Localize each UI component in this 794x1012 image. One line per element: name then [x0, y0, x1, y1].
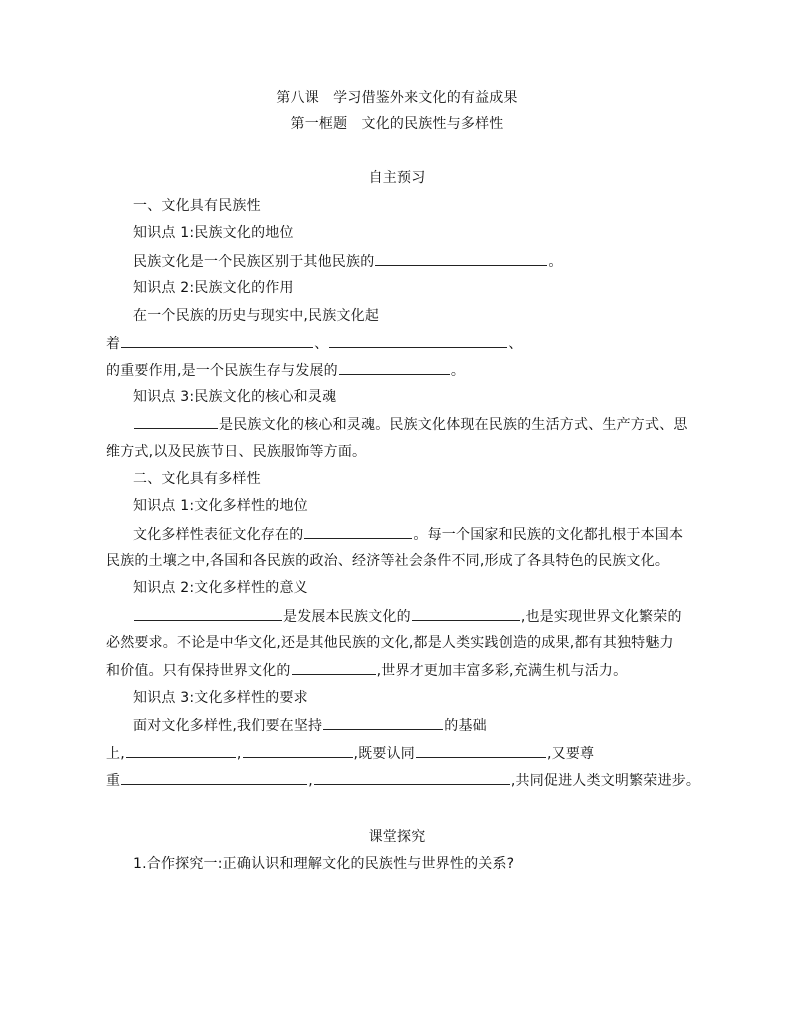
kp2-line2-b: 、 [314, 336, 329, 352]
kp2-title: 知识点 2:民族文化的作用 [133, 280, 294, 296]
kp5-line3-a: 和价值。只有保持世界文化的 [106, 663, 291, 679]
kp3-line2: 维方式,以及民族节日、民族服饰等方面。 [106, 444, 367, 460]
fill-blank[interactable] [339, 360, 450, 375]
kp4-line1 [133, 524, 683, 545]
fill-blank[interactable] [323, 715, 443, 730]
kp1-title: 知识点 1:民族文化的地位 [133, 225, 294, 241]
fill-blank[interactable] [304, 524, 412, 539]
fill-blank[interactable] [134, 606, 282, 621]
kp4-line1-b: 。每一个国家和民族的文化都扎根于本国本 [413, 527, 684, 543]
inquiry-question-1: 1.合作探究一:正确认识和理解文化的民族性与世界性的关系? [133, 856, 515, 872]
kp6-line1-b: 的基础 [444, 718, 487, 734]
fill-blank[interactable] [329, 333, 507, 348]
kp2-line2 [106, 333, 523, 354]
fill-blank[interactable] [375, 251, 547, 266]
part1-heading: 一、文化具有民族性 [133, 198, 261, 214]
kp2-line2-c: 、 [508, 336, 523, 352]
fill-blank[interactable] [412, 606, 520, 621]
kp5-line1 [133, 606, 682, 627]
kp5-line1-a: 是发展本民族文化的 [283, 609, 411, 625]
kp4-line2: 民族的土壤之中,各国和各民族的政治、经济等社会条件不同,形成了各具特色的民族文化。 [106, 553, 670, 569]
kp6-line1-a: 面对文化多样性,我们要在坚持 [133, 718, 323, 734]
kp4-title: 知识点 1:文化多样性的地位 [133, 498, 308, 514]
kp5-line3-b: ,世界才更加丰富多彩,充满生机与活力。 [376, 663, 628, 679]
kp3-line1 [133, 414, 688, 435]
kp2-line2-a: 着 [106, 336, 121, 352]
kp5-line3 [106, 660, 627, 681]
kp5-title: 知识点 2:文化多样性的意义 [133, 580, 308, 596]
fill-blank[interactable] [121, 770, 307, 785]
kp2-line1: 在一个民族的历史与现实中,民族文化起 [133, 308, 380, 324]
kp2-line3-b: 。 [450, 363, 466, 379]
kp6-line3-a: 重 [106, 773, 121, 789]
lesson-title: 第八课 学习借鉴外来文化的有益成果 [276, 90, 518, 106]
fill-blank[interactable] [134, 414, 218, 429]
kp6-line3-b: , [308, 773, 313, 789]
kp6-line2-c: ,既要认同 [353, 746, 415, 762]
kp3-line1-text: 是民族文化的核心和灵魂。民族文化体现在民族的生活方式、生产方式、思 [219, 417, 688, 433]
fill-blank[interactable] [243, 743, 353, 758]
fill-blank[interactable] [126, 743, 236, 758]
kp3-title: 知识点 3:民族文化的核心和灵魂 [133, 389, 337, 405]
kp1-text-b: 。 [548, 254, 563, 270]
kp6-line2-b: , [236, 746, 242, 762]
kp1-text-a: 民族文化是一个民族区别于其他民族的 [133, 254, 375, 270]
kp6-title: 知识点 3:文化多样性的要求 [133, 690, 308, 706]
kp5-line2: 必然要求。不论是中华文化,还是其他民族的文化,都是人类实践创造的成果,都有其独特魅力 [106, 635, 674, 651]
inquiry-heading: 课堂探究 [368, 829, 426, 845]
kp6-line2-a: 上, [106, 746, 125, 762]
kp6-line2-d: ,又要尊 [546, 746, 595, 762]
fill-blank[interactable] [416, 743, 546, 758]
kp1-text [133, 251, 563, 272]
fill-blank[interactable] [292, 660, 376, 675]
kp4-line1-a: 文化多样性表征文化存在的 [133, 527, 304, 543]
kp6-line2 [106, 743, 594, 764]
fill-blank[interactable] [314, 770, 510, 785]
kp6-line1 [133, 715, 487, 736]
fill-blank[interactable] [121, 333, 313, 348]
kp2-line3-a: 的重要作用,是一个民族生存与发展的 [106, 363, 338, 379]
kp6-line3 [106, 770, 700, 791]
kp2-line3 [106, 360, 465, 381]
kp5-line1-b: ,也是实现世界文化繁荣的 [520, 609, 682, 625]
part2-heading: 二、文化具有多样性 [133, 471, 261, 487]
preview-heading: 自主预习 [368, 170, 426, 186]
section-title: 第一框题 文化的民族性与多样性 [290, 116, 504, 132]
kp6-line3-c: ,共同促进人类文明繁荣进步。 [510, 773, 701, 789]
